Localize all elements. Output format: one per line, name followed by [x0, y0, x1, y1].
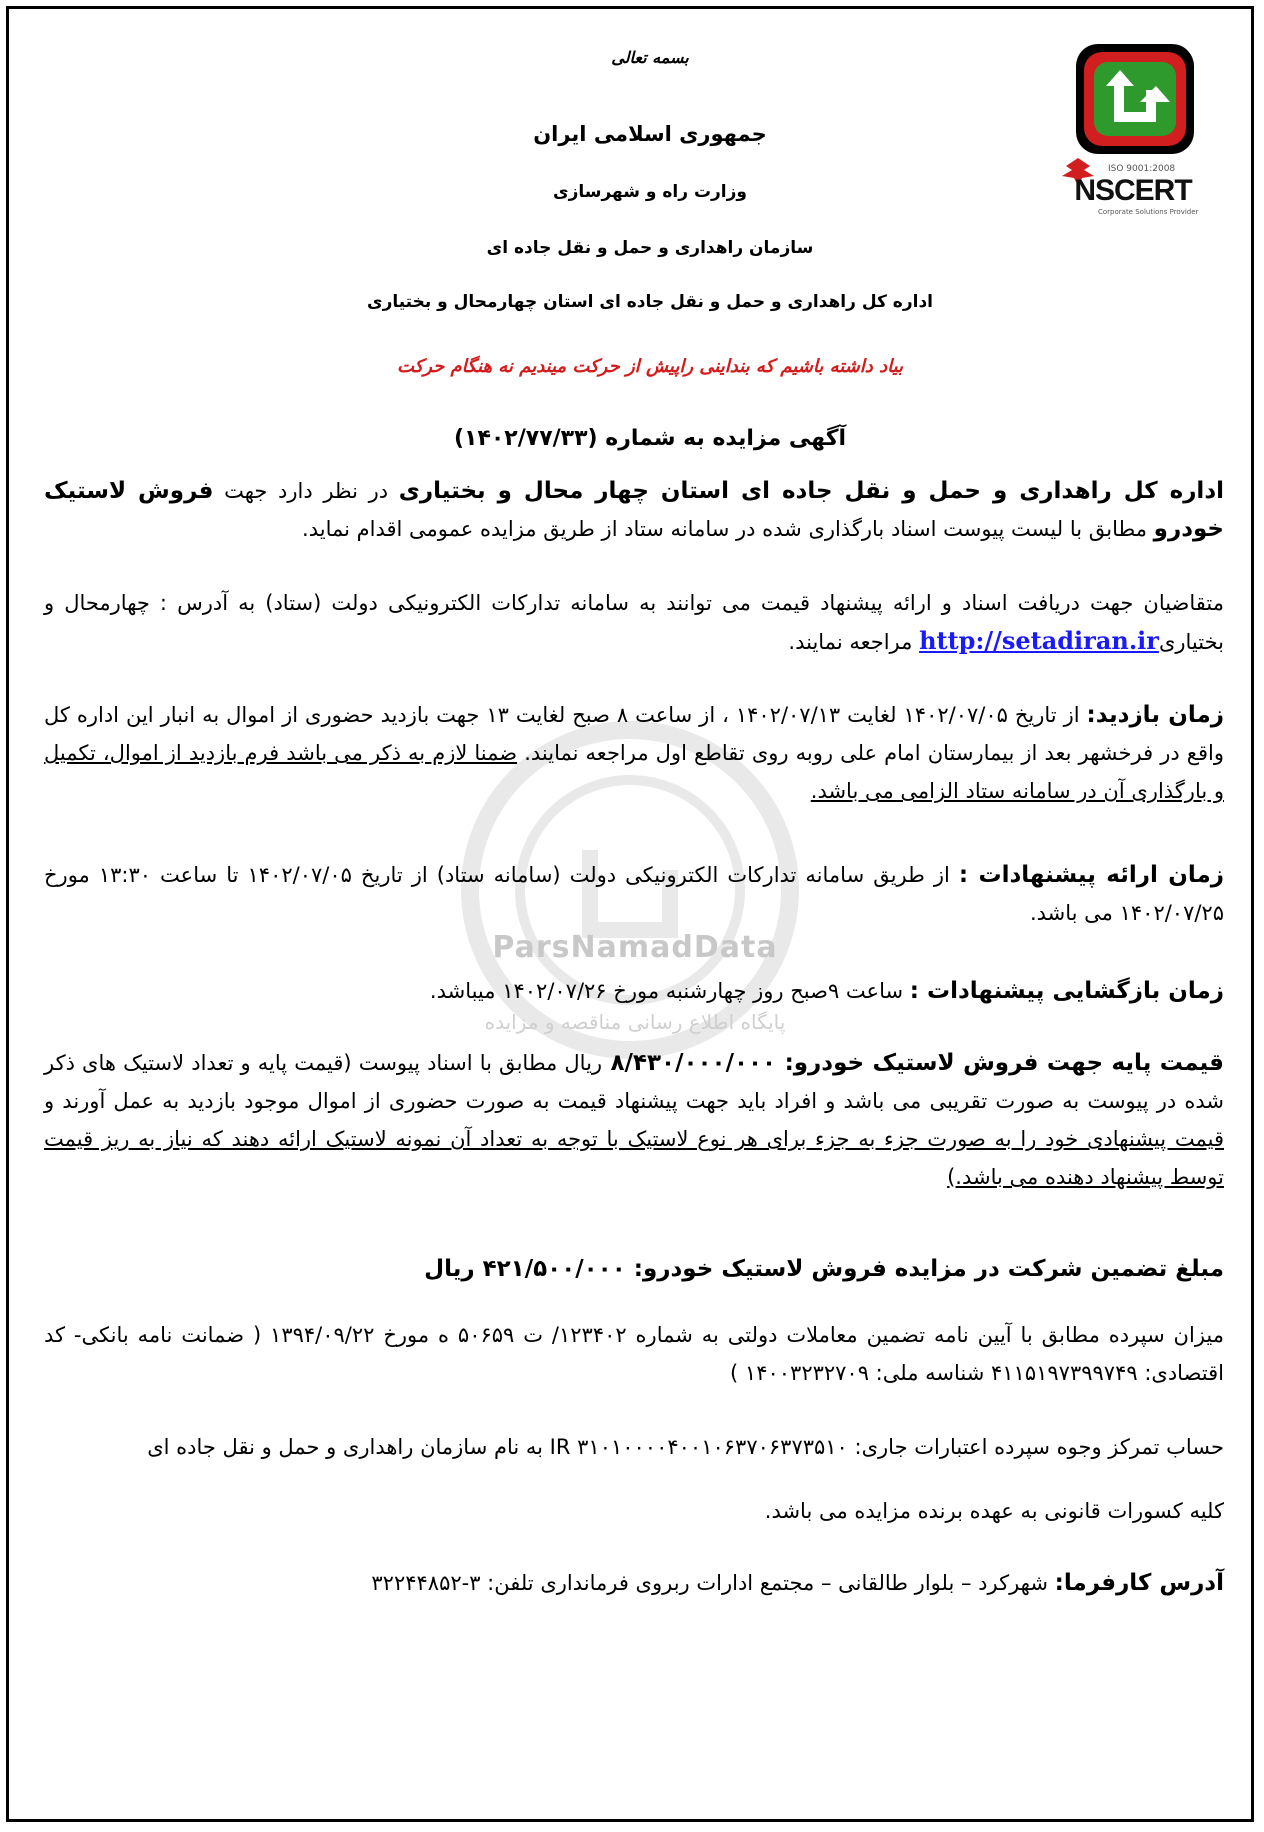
visit-label: زمان بازدید:: [1086, 702, 1224, 728]
account-text: حساب تمرکز وجوه سپرده اعتبارات جاری: IR ۳۱۰۱۰۰۰۰۴۰۰۱۰۶۳۷۰۶۳۷۳۵۱۰ به نام سازمان راهداری و حمل و نقل جاده ای: [147, 1435, 1224, 1459]
guarantee-text: میزان سپرده مطابق با آیین نامه تضمین معاملات دولتی به شماره ۱۲۳۴۰۲/ ت ۵۰۶۵۹ ه مورخ ۱۳۹۴/۰۹/۲۲ ( ضمانت نامه بانکی- کد اقتصادی: ۴۱۱۵۱۹۷۳۹۹۷۴۹ شناسه ملی: ۱۴۰۰۳۲۳۲۷۰۹ ): [44, 1323, 1224, 1385]
offers-paragraph: [44, 856, 1224, 932]
deductions-text: کلیه کسورات قانونی به عهده برنده مزایده می باشد.: [764, 1499, 1224, 1523]
guarantee-heading: مبلغ تضمین شرکت در مزایده فروش لاستیک خودرو: ۴۲۱/۵۰۰/۰۰۰ ریال: [424, 1256, 1224, 1282]
base-price-paragraph: [44, 1044, 1224, 1196]
logo-caption: Corporate Solutions Provider: [1098, 208, 1199, 216]
nscert-logo: [1058, 40, 1208, 220]
visit-paragraph: [44, 696, 1224, 810]
slogan: بیاد داشته باشیم که بنداینی راپیش از حرکت میندیم نه هنگام حرکت: [396, 356, 904, 377]
intro-org: اداره کل راهداری و حمل و نقل جاده ای استان چهار محال و بختیاری: [398, 478, 1225, 504]
notice-title: آگهی مزایده به شماره (۱۴۰۲/۷۷/۳۳): [453, 426, 847, 451]
intro-subject: فروش لاستیک خودرو: [44, 478, 1224, 542]
basmala: بسمه تعالی: [611, 48, 689, 67]
opening-label: زمان بازگشایی پیشنهادات :: [909, 978, 1224, 1004]
watermark-brand: ParsNamadData: [492, 930, 778, 965]
ministry-name: وزارت راه و شهرسازی: [552, 182, 747, 202]
opening-text: ساعت ۹صبح روز چهارشنبه مورخ ۱۴۰۲/۰۷/۲۶ میباشد.: [429, 979, 910, 1003]
address-paragraph: [44, 1564, 1224, 1602]
country-name: جمهوری اسلامی ایران: [533, 122, 767, 146]
iso-label: ISO 9001:2008: [1108, 164, 1176, 174]
offers-text: از طریق سامانه تدارکات الکترونیکی دولت (سامانه ستاد) از تاریخ ۱۴۰۲/۰۷/۰۵ تا ساعت ۱۳:۳۰ مورخ ۱۴۰۲/۰۷/۲۵ می باشد.: [44, 863, 1224, 925]
setad-link[interactable]: http://setadiran.ir: [919, 626, 1159, 655]
applicants-text: متقاضیان جهت دریافت اسناد و ارائه پیشنهاد قیمت می توانند به سامانه تدارکات الکترونیکی دولت (ستاد) به آدرس : چهارمحال و بختیاری: [44, 591, 1224, 654]
watermark-subtitle: پایگاه اطلاع رسانی مناقصه و مزایده: [484, 1010, 786, 1034]
visit-text: از تاریخ ۱۴۰۲/۰۷/۰۵ لغایت ۱۴۰۲/۰۷/۱۳ ، از ساعت ۸ صبح لغایت ۱۳ جهت بازدید حضوری از اموال به انبار این اداره کل واقع در فرخشهر بعد از بیمارستان امام علی روبه روی تقاطع اول مراجعه نمایند.: [44, 703, 1224, 765]
visit-note: ضمنا لازم به ذکر می باشد فرم بازدید از اموال، تکمیل و بارگذاری آن در سامانه ستاد الزامی می باشد.: [44, 741, 1224, 803]
base-price-label: قیمت پایه جهت فروش لاستیک خودرو:: [784, 1050, 1224, 1076]
opening-paragraph: [44, 972, 1224, 1010]
address-text: شهرکرد – بلوار طالقانی – مجتمع ادارات ربروی فرمانداری تلفن: ۳-۳۲۲۴۴۸۵۲: [371, 1571, 1055, 1595]
applicants-paragraph: [44, 584, 1224, 661]
offers-label: زمان ارائه پیشنهادات :: [958, 862, 1224, 888]
applicants-text-after: مراجعه نمایند.: [788, 630, 920, 654]
base-price-text: ریال مطابق با اسناد پیوست (قیمت پایه و تعداد لاستیک های ذکر شده در پیوست به صورت تقریبی می باشد و افراد باید جهت پیشنهاد قیمت به صورت حضوری از اموال موجود بازدید به عمل آورند و: [44, 1051, 1224, 1113]
nscert-text: NSCERT: [1074, 174, 1192, 207]
intro-paragraph: [44, 472, 1224, 548]
address-label: آدرس کارفرما:: [1054, 1570, 1224, 1596]
intro-end: مطابق با لیست پیوست اسناد بارگذاری شده در سامانه ستاد از طریق مزایده عمومی اقدام نماید.: [302, 517, 1154, 541]
department-name: اداره کل راهداری و حمل و نقل جاده ای استان چهارمحال و بختیاری: [366, 292, 933, 312]
intro-mid: در نظر دارد جهت: [213, 479, 399, 503]
base-price-note: قیمت پیشنهادی خود را به صورت جزء به جزء برای هر نوع لاستیک با توجه به تعداد آن نمونه لاستیک ارائه دهند که نیاز به ریز قیمت توسط پیشنهاد دهنده می باشد.): [44, 1127, 1224, 1189]
organization-name: سازمان راهداری و حمل و نقل جاده ای: [486, 238, 814, 258]
base-price-amount: ۸/۴۳۰/۰۰۰/۰۰۰: [602, 1050, 785, 1076]
